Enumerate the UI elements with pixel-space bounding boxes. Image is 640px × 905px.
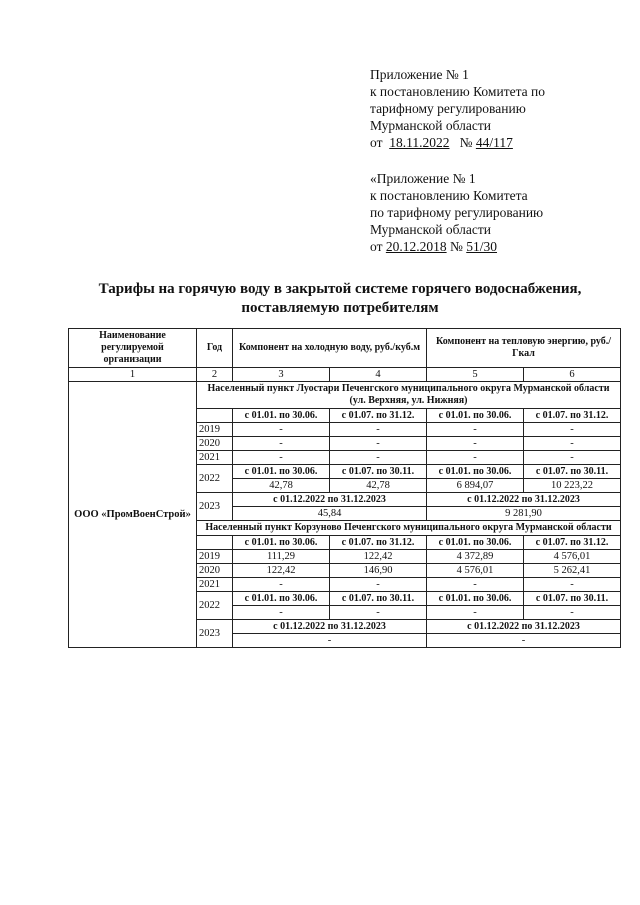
value-cell: - xyxy=(330,423,427,437)
table-number-row xyxy=(69,368,621,382)
header-line: Мурманской области xyxy=(370,118,491,133)
value-cell: - xyxy=(427,437,524,451)
tariff-table xyxy=(68,328,621,648)
value-cell: 122,42 xyxy=(330,550,427,564)
table-row xyxy=(69,382,621,409)
year-cell: 2023 xyxy=(197,493,233,521)
value-cell: 45,84 xyxy=(233,507,427,521)
year-cell: 2022 xyxy=(197,592,233,620)
col-number: 6 xyxy=(524,368,621,382)
year-cell: 2020 xyxy=(197,564,233,578)
header-line: к постановлению Комитета xyxy=(370,188,528,203)
value-cell: 4 576,01 xyxy=(427,564,524,578)
value-cell: 146,90 xyxy=(330,564,427,578)
year-cell: 2020 xyxy=(197,437,233,451)
title-line: поставляемую потребителям xyxy=(241,300,439,316)
value-cell: - xyxy=(233,606,330,620)
period-label: с 01.07. по 31.12. xyxy=(524,409,621,423)
header-date-line xyxy=(370,238,543,255)
date-prefix: от xyxy=(370,135,383,150)
empty-cell xyxy=(197,409,233,423)
period-label: с 01.01. по 30.06. xyxy=(427,465,524,479)
value-cell: - xyxy=(330,437,427,451)
period-label: с 01.07. по 30.11. xyxy=(524,465,621,479)
value-cell: - xyxy=(330,451,427,465)
value-cell: 42,78 xyxy=(233,479,330,493)
date-prefix: от xyxy=(370,239,383,254)
value-cell: - xyxy=(524,578,621,592)
header-line: тарифному регулированию xyxy=(370,101,526,116)
title-line: Тарифы на горячую воду в закрытой системе горячего водоснабжения, xyxy=(98,281,582,297)
col-cold-water-header: Компонент на холодную воду, руб./куб.м xyxy=(233,329,427,368)
value-cell: - xyxy=(330,578,427,592)
value-cell: - xyxy=(524,437,621,451)
col-year-header: Год xyxy=(197,329,233,368)
value-cell: 111,29 xyxy=(233,550,330,564)
settlement-title: Населенный пункт Луостари Печенгского муниципального округа Мурманской области (ул. Верхняя, ул. Нижняя) xyxy=(197,382,621,409)
header-line: «Приложение № 1 xyxy=(370,171,476,186)
value-cell: - xyxy=(330,606,427,620)
col-heat-header: Компонент на тепловую энергию, руб./Гкал xyxy=(427,329,621,368)
year-cell: 2021 xyxy=(197,578,233,592)
value-cell: 122,42 xyxy=(233,564,330,578)
year-cell: 2023 xyxy=(197,620,233,648)
value-cell: - xyxy=(524,606,621,620)
value-cell: - xyxy=(524,423,621,437)
value-cell: 5 262,41 xyxy=(524,564,621,578)
appendix-header-current xyxy=(370,66,545,151)
value-cell: - xyxy=(524,451,621,465)
period-label: с 01.07. по 30.11. xyxy=(330,592,427,606)
col-number: 4 xyxy=(330,368,427,382)
value-cell: - xyxy=(233,451,330,465)
period-label: с 01.07. по 30.11. xyxy=(524,592,621,606)
col-number: 3 xyxy=(233,368,330,382)
number-prefix: № xyxy=(459,135,473,150)
table-header-row xyxy=(69,329,621,368)
decree-number: 51/30 xyxy=(466,239,498,254)
value-cell: 9 281,90 xyxy=(427,507,621,521)
year-cell: 2022 xyxy=(197,465,233,493)
period-label: с 01.12.2022 по 31.12.2023 xyxy=(233,620,427,634)
period-label: с 01.12.2022 по 31.12.2023 xyxy=(233,493,427,507)
organization-name: ООО «ПромВоенСтрой» xyxy=(69,382,197,648)
period-label: с 01.01. по 30.06. xyxy=(233,465,330,479)
year-cell: 2019 xyxy=(197,550,233,564)
number-prefix: № xyxy=(449,239,463,254)
period-label: с 01.01. по 30.06. xyxy=(427,409,524,423)
period-label: с 01.01. по 30.06. xyxy=(233,536,330,550)
year-cell: 2019 xyxy=(197,423,233,437)
col-number: 5 xyxy=(427,368,524,382)
header-line: Приложение № 1 xyxy=(370,67,469,82)
value-cell: - xyxy=(427,634,621,648)
col-number: 1 xyxy=(69,368,197,382)
value-cell: - xyxy=(427,606,524,620)
year-cell: 2021 xyxy=(197,451,233,465)
header-line: Мурманской области xyxy=(370,222,491,237)
period-label: с 01.07. по 31.12. xyxy=(330,536,427,550)
decree-number: 44/117 xyxy=(475,135,513,150)
value-cell: - xyxy=(427,451,524,465)
value-cell: - xyxy=(233,423,330,437)
period-label: с 01.01. по 30.06. xyxy=(427,592,524,606)
value-cell: 4 576,01 xyxy=(524,550,621,564)
value-cell: 42,78 xyxy=(330,479,427,493)
period-label: с 01.01. по 30.06. xyxy=(233,409,330,423)
appendix-header-original xyxy=(370,170,543,255)
value-cell: - xyxy=(233,437,330,451)
empty-cell xyxy=(197,536,233,550)
settlement-title: Населенный пункт Корзуново Печенгского муниципального округа Мурманской области xyxy=(197,521,621,536)
period-label: с 01.01. по 30.06. xyxy=(233,592,330,606)
header-line: по тарифному регулированию xyxy=(370,205,544,220)
value-cell: - xyxy=(233,634,427,648)
period-label: с 01.12.2022 по 31.12.2023 xyxy=(427,493,621,507)
value-cell: 4 372,89 xyxy=(427,550,524,564)
value-cell: - xyxy=(427,578,524,592)
value-cell: 6 894,07 xyxy=(427,479,524,493)
period-label: с 01.01. по 30.06. xyxy=(427,536,524,550)
value-cell: 10 223,22 xyxy=(524,479,621,493)
period-label: с 01.07. по 31.12. xyxy=(524,536,621,550)
decree-date: 20.12.2018 xyxy=(385,239,447,254)
period-label: с 01.12.2022 по 31.12.2023 xyxy=(427,620,621,634)
header-line: к постановлению Комитета по xyxy=(370,84,545,99)
value-cell: - xyxy=(427,423,524,437)
period-label: с 01.07. по 31.12. xyxy=(330,409,427,423)
decree-date: 18.11.2022 xyxy=(389,135,450,150)
period-label: с 01.07. по 30.11. xyxy=(330,465,427,479)
col-number: 2 xyxy=(197,368,233,382)
col-org-header: Наименование регулируемой организации xyxy=(69,329,197,368)
header-date-line xyxy=(370,134,545,151)
page-title xyxy=(70,280,610,318)
value-cell: - xyxy=(233,578,330,592)
